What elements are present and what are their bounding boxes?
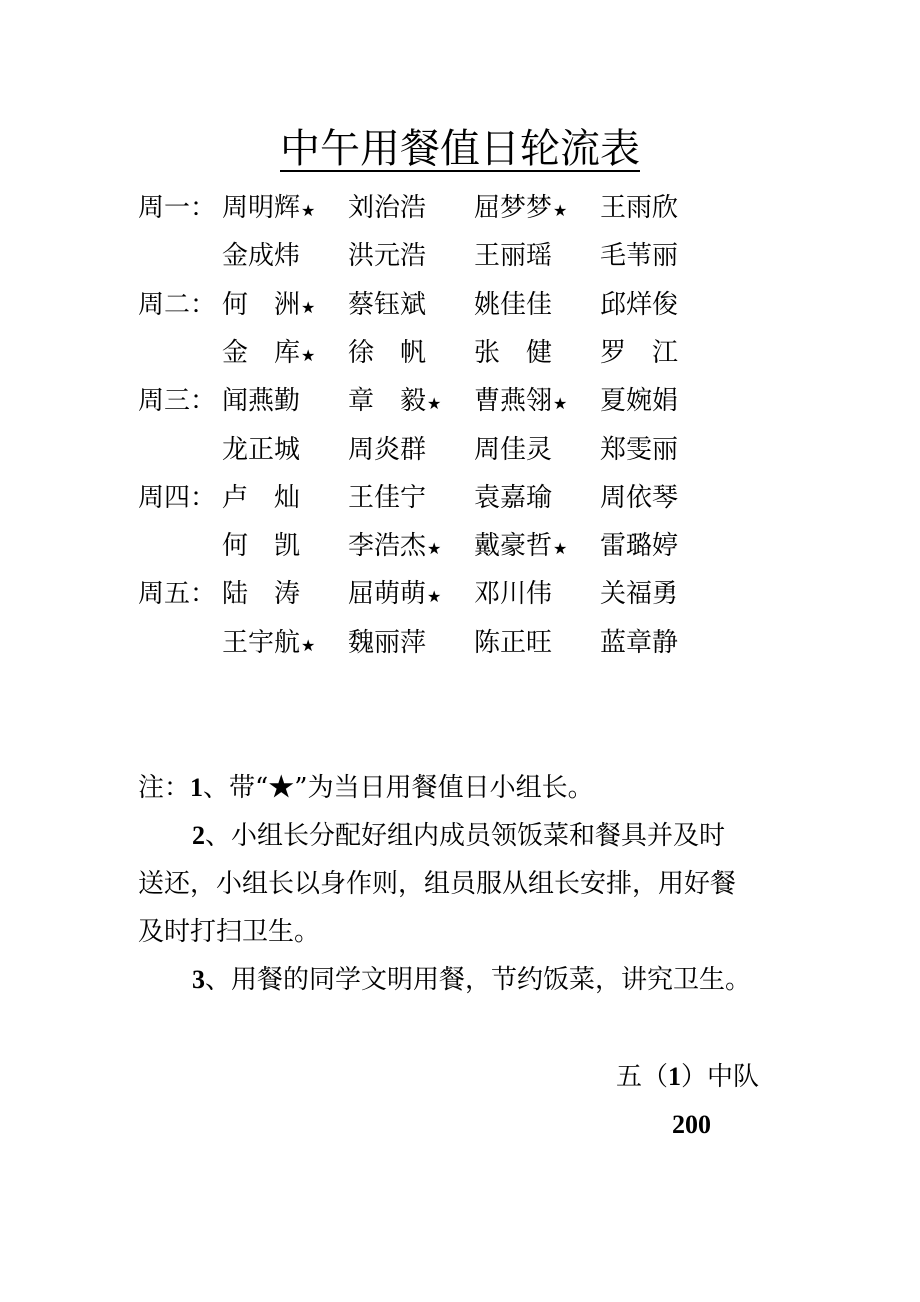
student-name-text: 陈正旺 bbox=[474, 627, 553, 658]
star-icon: ★ bbox=[553, 539, 568, 559]
student-name-text: 雷璐婷 bbox=[600, 531, 679, 562]
student-name bbox=[474, 528, 567, 567]
star-icon: ★ bbox=[427, 539, 442, 559]
student-name-text: 曹燕翎 bbox=[474, 386, 553, 417]
student-name bbox=[222, 432, 300, 468]
unit-number: 1 bbox=[668, 1062, 682, 1091]
star-icon: ★ bbox=[427, 394, 442, 414]
student-name-text: 徐 帆 bbox=[348, 337, 427, 368]
note-prefix: 注： bbox=[138, 773, 191, 803]
student-name-text: 李浩杰 bbox=[348, 531, 427, 562]
student-name bbox=[600, 238, 678, 274]
student-name bbox=[348, 287, 426, 323]
student-name-text: 龙正城 bbox=[222, 434, 301, 465]
note-2-line-1 bbox=[192, 812, 725, 860]
student-name-text: 邓川伟 bbox=[474, 579, 553, 610]
student-name-text: 金成炜 bbox=[222, 241, 301, 272]
student-name-text: 毛苇丽 bbox=[600, 241, 679, 272]
student-name bbox=[600, 287, 678, 323]
student-name bbox=[222, 528, 300, 564]
unit-suffix: ）中队 bbox=[681, 1062, 760, 1092]
student-name-text: 周炎群 bbox=[348, 434, 427, 465]
day-label: 周四： bbox=[138, 482, 217, 513]
student-name-text: 夏婉娟 bbox=[600, 386, 679, 417]
student-name-text: 魏丽萍 bbox=[348, 627, 427, 658]
student-name-text: 刘治浩 bbox=[348, 193, 427, 223]
student-name-text: 屈萌萌 bbox=[348, 579, 427, 610]
student-name bbox=[222, 576, 300, 612]
student-name bbox=[600, 335, 678, 371]
student-name-text: 闻燕勤 bbox=[222, 386, 301, 417]
student-name bbox=[348, 432, 426, 468]
student-name-text: 郑雯丽 bbox=[600, 434, 679, 465]
note-1-text: 、带“★”为当日用餐值日小组长。 bbox=[203, 773, 594, 803]
day-label: 周五： bbox=[138, 579, 217, 610]
student-name bbox=[348, 238, 426, 274]
student-name bbox=[600, 576, 678, 612]
student-name-text: 陆 涛 bbox=[222, 579, 301, 610]
note-3-number: 3 bbox=[192, 965, 205, 994]
student-name bbox=[600, 528, 678, 564]
student-name-text: 张 健 bbox=[474, 337, 553, 368]
student-name-text: 王佳宁 bbox=[348, 482, 427, 513]
student-name-text: 周佳灵 bbox=[474, 434, 553, 465]
student-name-text: 王宇航 bbox=[222, 627, 301, 658]
note-2-line-2: 送还，小组长以身作则，组员服从组长安排，用好餐 bbox=[138, 869, 737, 899]
student-name bbox=[222, 383, 300, 419]
student-name bbox=[474, 287, 552, 323]
note-2-text-1: 、小组长分配好组内成员领饭菜和餐具并及时 bbox=[205, 821, 726, 851]
student-name bbox=[600, 190, 678, 226]
student-name-text: 卢 灿 bbox=[222, 482, 301, 513]
student-name bbox=[348, 480, 426, 516]
student-name-text: 何 凯 bbox=[222, 531, 301, 562]
star-icon: ★ bbox=[427, 587, 442, 607]
student-name bbox=[222, 190, 315, 229]
student-name-text: 周依琴 bbox=[600, 482, 679, 513]
student-name bbox=[348, 335, 426, 371]
student-name-text: 姚佳佳 bbox=[474, 289, 553, 320]
student-name bbox=[474, 383, 567, 422]
student-name bbox=[348, 576, 441, 615]
student-name bbox=[474, 190, 567, 229]
star-icon: ★ bbox=[301, 297, 316, 317]
student-name bbox=[600, 625, 678, 661]
note-3 bbox=[192, 956, 751, 1004]
student-name-text: 王雨欣 bbox=[600, 193, 679, 223]
student-name-text: 王丽瑶 bbox=[474, 241, 553, 272]
student-name bbox=[348, 528, 441, 567]
student-name bbox=[348, 383, 441, 422]
student-name-text: 罗 江 bbox=[600, 337, 679, 368]
student-name bbox=[474, 238, 552, 274]
student-name-text: 洪元浩 bbox=[348, 241, 427, 272]
day-label: 周三： bbox=[138, 386, 217, 417]
student-name bbox=[474, 480, 552, 516]
student-name bbox=[474, 335, 552, 371]
student-name-text: 戴豪哲 bbox=[474, 531, 553, 562]
student-name-text: 袁嘉瑜 bbox=[474, 482, 553, 513]
day-label: 周二： bbox=[138, 289, 217, 320]
student-name-text: 关福勇 bbox=[600, 579, 679, 610]
day-label: 周一： bbox=[138, 193, 217, 223]
star-icon: ★ bbox=[301, 345, 316, 365]
page-title: 中午用餐值日轮流表 bbox=[280, 126, 640, 172]
student-name bbox=[474, 432, 552, 468]
student-name bbox=[222, 287, 315, 326]
star-icon: ★ bbox=[301, 635, 316, 655]
signature-unit bbox=[616, 1057, 759, 1097]
student-name-text: 邱烊俊 bbox=[600, 289, 679, 320]
note-1-number: 1 bbox=[190, 773, 204, 802]
student-name bbox=[600, 480, 678, 516]
note-1 bbox=[138, 764, 594, 812]
star-icon: ★ bbox=[553, 201, 568, 220]
note-2-line-3: 及时打扫卫生。 bbox=[138, 917, 321, 947]
star-icon: ★ bbox=[301, 201, 316, 220]
note-2-number: 2 bbox=[192, 821, 205, 850]
student-name-text: 周明辉 bbox=[222, 193, 301, 223]
student-name bbox=[474, 576, 552, 612]
star-icon: ★ bbox=[553, 394, 568, 414]
student-name bbox=[222, 335, 315, 374]
student-name-text: 蓝章静 bbox=[600, 627, 679, 658]
student-name bbox=[222, 480, 300, 516]
student-name-text: 金 库 bbox=[222, 337, 301, 368]
student-name bbox=[348, 190, 426, 226]
student-name-text: 蔡钰斌 bbox=[348, 289, 427, 320]
student-name bbox=[222, 238, 300, 274]
signature-year: 200 bbox=[672, 1110, 711, 1139]
student-name-text: 屈梦梦 bbox=[474, 193, 553, 223]
student-name-text: 何 洲 bbox=[222, 289, 301, 320]
student-name bbox=[348, 625, 426, 661]
note-3-text: 、用餐的同学文明用餐，节约饭菜，讲究卫生。 bbox=[205, 965, 752, 995]
unit-prefix: 五（ bbox=[616, 1062, 669, 1092]
student-name-text: 章 毅 bbox=[348, 386, 427, 417]
student-name bbox=[474, 625, 552, 661]
student-name bbox=[222, 625, 315, 664]
student-name bbox=[600, 383, 678, 419]
student-name bbox=[600, 432, 678, 468]
